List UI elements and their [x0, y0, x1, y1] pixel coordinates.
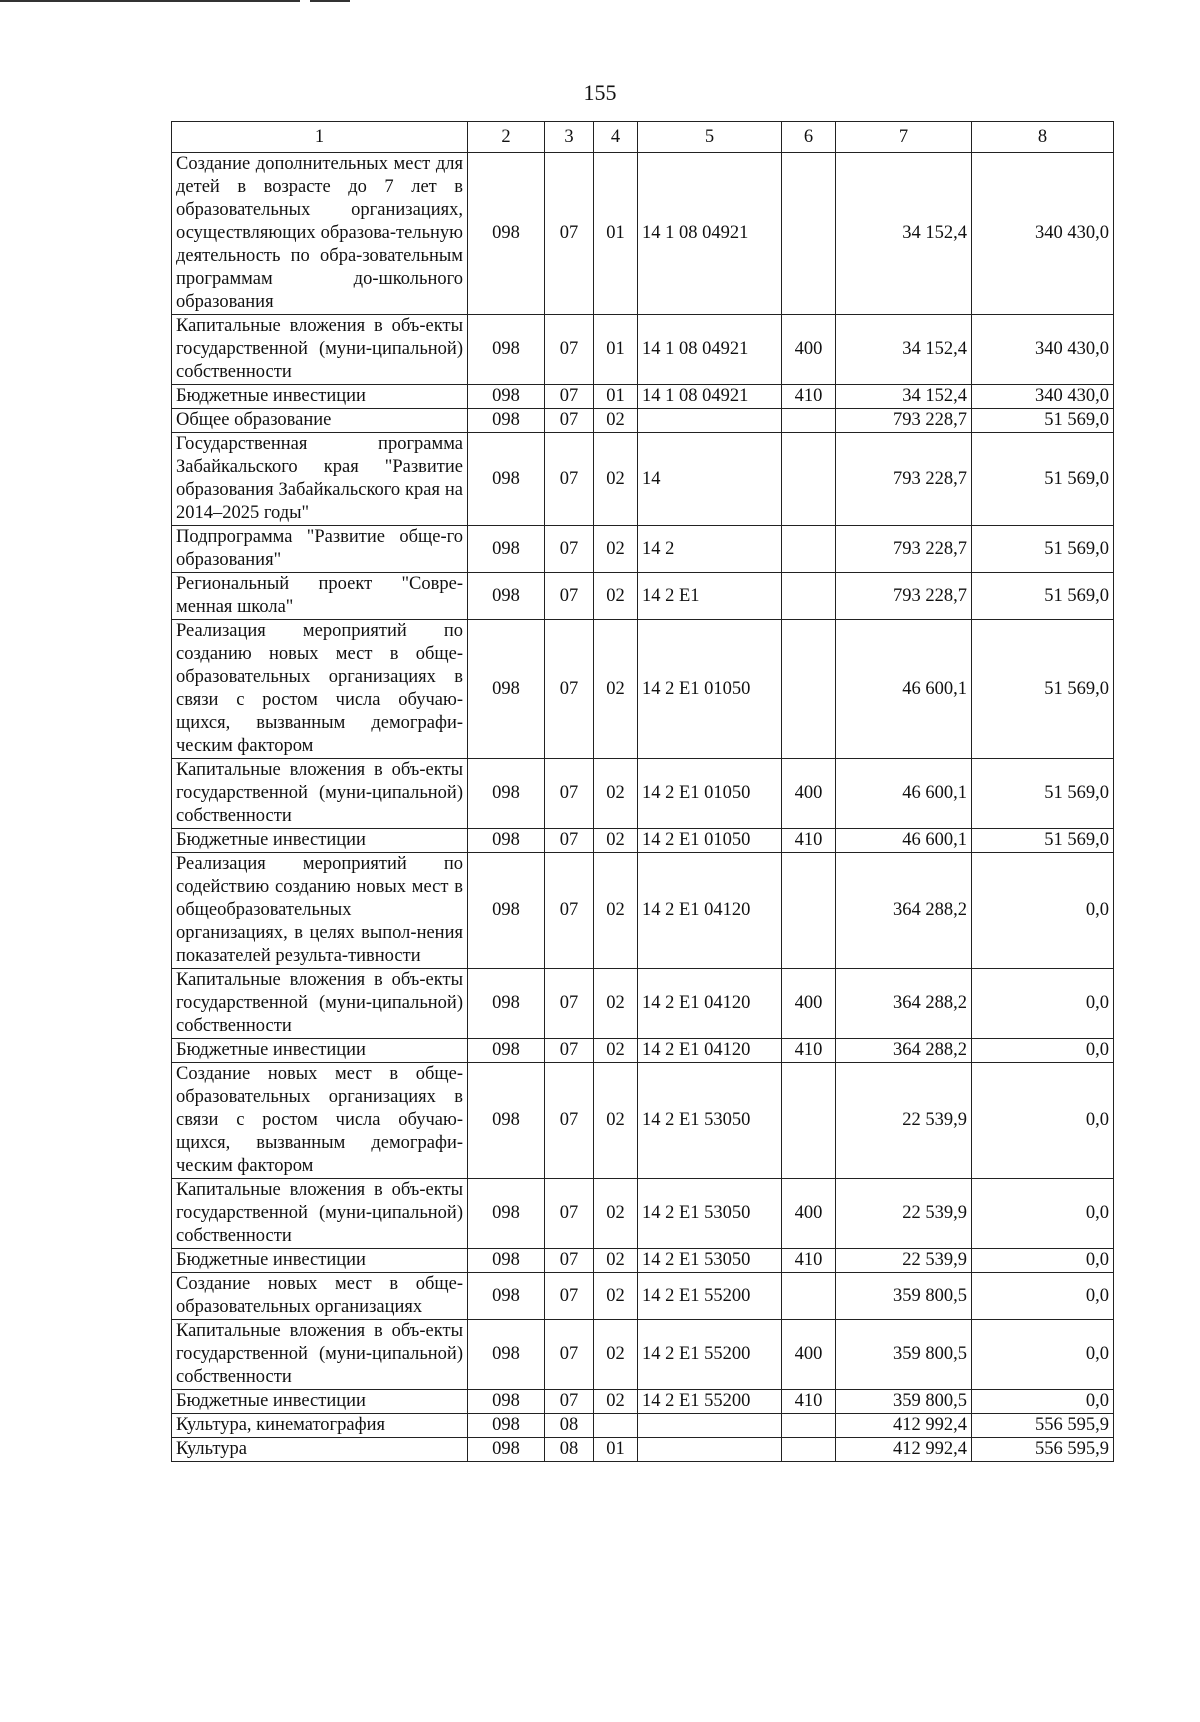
- ministry-code-cell: 098: [468, 385, 545, 409]
- target-article-cell: 14 2 E1 01050: [638, 759, 782, 829]
- row-name-cell: Создание новых мест в обще-образовательных организациях в связи с ростом числа обучаю-щихся, вызванным демографи-ческим фактором: [172, 1063, 468, 1179]
- column-header: 1: [172, 122, 468, 153]
- row-name-cell: Реализация мероприятий по содействию созданию новых мест в общеобразовательных организациях, в целях выпол-нения показателей результа-тивности: [172, 853, 468, 969]
- subsection-cell: [594, 1414, 638, 1438]
- amount-col7-cell: 22 539,9: [836, 1179, 972, 1249]
- column-header: 4: [594, 122, 638, 153]
- expense-type-cell: [782, 526, 836, 573]
- ministry-code-cell: 098: [468, 153, 545, 315]
- target-article-cell: 14 2: [638, 526, 782, 573]
- subsection-cell: 02: [594, 573, 638, 620]
- scan-edge-line-top: [0, 0, 300, 2]
- ministry-code-cell: 098: [468, 1179, 545, 1249]
- table-row: [172, 1063, 1114, 1179]
- target-article-cell: 14 2 E1 04120: [638, 1039, 782, 1063]
- ministry-code-cell: 098: [468, 573, 545, 620]
- expense-type-cell: 410: [782, 385, 836, 409]
- target-article-cell: 14 2 E1 53050: [638, 1179, 782, 1249]
- amount-col8-cell: 51 569,0: [972, 829, 1114, 853]
- subsection-cell: 02: [594, 526, 638, 573]
- ministry-code-cell: 098: [468, 1390, 545, 1414]
- amount-col7-cell: 34 152,4: [836, 315, 972, 385]
- subsection-cell: 02: [594, 1063, 638, 1179]
- expense-type-cell: 400: [782, 759, 836, 829]
- amount-col8-cell: 0,0: [972, 969, 1114, 1039]
- table-row: [172, 853, 1114, 969]
- amount-col7-cell: 359 800,5: [836, 1390, 972, 1414]
- table-row: [172, 315, 1114, 385]
- expense-type-cell: [782, 409, 836, 433]
- ministry-code-cell: 098: [468, 1414, 545, 1438]
- target-article-cell: 14 2 E1 01050: [638, 620, 782, 759]
- expense-type-cell: 400: [782, 969, 836, 1039]
- ministry-code-cell: 098: [468, 1438, 545, 1462]
- row-name-cell: Региональный проект "Совре-менная школа": [172, 573, 468, 620]
- ministry-code-cell: 098: [468, 1063, 545, 1179]
- amount-col7-cell: 46 600,1: [836, 620, 972, 759]
- target-article-cell: 14 1 08 04921: [638, 153, 782, 315]
- expense-type-cell: 410: [782, 829, 836, 853]
- subsection-cell: 02: [594, 409, 638, 433]
- target-article-cell: 14 2 E1 04120: [638, 969, 782, 1039]
- row-name-cell: Бюджетные инвестиции: [172, 1249, 468, 1273]
- row-name-cell: Бюджетные инвестиции: [172, 829, 468, 853]
- table-row: [172, 433, 1114, 526]
- table-row: [172, 1249, 1114, 1273]
- amount-col8-cell: 0,0: [972, 1273, 1114, 1320]
- row-name-cell: Капитальные вложения в объ-екты государственной (муни-ципальной) собственности: [172, 1320, 468, 1390]
- expense-type-cell: 400: [782, 315, 836, 385]
- amount-col7-cell: 359 800,5: [836, 1320, 972, 1390]
- section-cell: 07: [545, 1273, 594, 1320]
- expense-type-cell: 410: [782, 1249, 836, 1273]
- subsection-cell: 02: [594, 1179, 638, 1249]
- target-article-cell: [638, 1438, 782, 1462]
- section-cell: 07: [545, 1320, 594, 1390]
- row-name-cell: Создание новых мест в обще-образовательных организациях: [172, 1273, 468, 1320]
- subsection-cell: 02: [594, 969, 638, 1039]
- expense-type-cell: [782, 1273, 836, 1320]
- target-article-cell: 14: [638, 433, 782, 526]
- subsection-cell: 01: [594, 315, 638, 385]
- amount-col7-cell: 22 539,9: [836, 1249, 972, 1273]
- subsection-cell: 02: [594, 1390, 638, 1414]
- table-row: [172, 1414, 1114, 1438]
- amount-col7-cell: 359 800,5: [836, 1273, 972, 1320]
- target-article-cell: 14 1 08 04921: [638, 385, 782, 409]
- row-name-cell: Капитальные вложения в объ-екты государственной (муни-ципальной) собственности: [172, 315, 468, 385]
- amount-col7-cell: 364 288,2: [836, 1039, 972, 1063]
- ministry-code-cell: 098: [468, 759, 545, 829]
- row-name-cell: Общее образование: [172, 409, 468, 433]
- amount-col7-cell: 46 600,1: [836, 759, 972, 829]
- amount-col7-cell: 364 288,2: [836, 853, 972, 969]
- table-row: [172, 573, 1114, 620]
- row-name-cell: Культура: [172, 1438, 468, 1462]
- table-row: [172, 385, 1114, 409]
- amount-col7-cell: 412 992,4: [836, 1414, 972, 1438]
- section-cell: 07: [545, 433, 594, 526]
- ministry-code-cell: 098: [468, 1273, 545, 1320]
- subsection-cell: 02: [594, 433, 638, 526]
- section-cell: 08: [545, 1414, 594, 1438]
- amount-col8-cell: 556 595,9: [972, 1438, 1114, 1462]
- section-cell: 07: [545, 315, 594, 385]
- table-row: [172, 1039, 1114, 1063]
- expense-type-cell: 410: [782, 1039, 836, 1063]
- row-name-cell: Культура, кинематография: [172, 1414, 468, 1438]
- ministry-code-cell: 098: [468, 969, 545, 1039]
- amount-col8-cell: 0,0: [972, 1249, 1114, 1273]
- expense-type-cell: 400: [782, 1179, 836, 1249]
- expense-type-cell: 410: [782, 1390, 836, 1414]
- row-name-cell: Государственная программа Забайкальского края "Развитие образования Забайкальского края на 2014–2025 годы": [172, 433, 468, 526]
- target-article-cell: 14 1 08 04921: [638, 315, 782, 385]
- ministry-code-cell: 098: [468, 620, 545, 759]
- amount-col7-cell: 364 288,2: [836, 969, 972, 1039]
- amount-col7-cell: 34 152,4: [836, 153, 972, 315]
- amount-col8-cell: 0,0: [972, 1039, 1114, 1063]
- expense-type-cell: [782, 433, 836, 526]
- section-cell: 07: [545, 829, 594, 853]
- section-cell: 07: [545, 573, 594, 620]
- column-header: 2: [468, 122, 545, 153]
- table-row: [172, 1438, 1114, 1462]
- section-cell: 07: [545, 409, 594, 433]
- table-row: [172, 153, 1114, 315]
- amount-col8-cell: 51 569,0: [972, 433, 1114, 526]
- row-name-cell: Капитальные вложения в объ-екты государственной (муни-ципальной) собственности: [172, 1179, 468, 1249]
- amount-col8-cell: 0,0: [972, 1390, 1114, 1414]
- table-row: [172, 1390, 1114, 1414]
- row-name-cell: Реализация мероприятий по созданию новых мест в обще-образовательных организациях в связи с ростом числа обучаю-щихся, вызванным демографи-ческим фактором: [172, 620, 468, 759]
- section-cell: 07: [545, 1179, 594, 1249]
- subsection-cell: 01: [594, 1438, 638, 1462]
- amount-col8-cell: 51 569,0: [972, 409, 1114, 433]
- subsection-cell: 02: [594, 1273, 638, 1320]
- section-cell: 07: [545, 526, 594, 573]
- amount-col7-cell: 34 152,4: [836, 385, 972, 409]
- section-cell: 07: [545, 1390, 594, 1414]
- target-article-cell: 14 2 E1 53050: [638, 1063, 782, 1179]
- section-cell: 07: [545, 853, 594, 969]
- amount-col8-cell: 0,0: [972, 1063, 1114, 1179]
- section-cell: 08: [545, 1438, 594, 1462]
- subsection-cell: 02: [594, 829, 638, 853]
- row-name-cell: Бюджетные инвестиции: [172, 1039, 468, 1063]
- row-name-cell: Бюджетные инвестиции: [172, 385, 468, 409]
- amount-col7-cell: 793 228,7: [836, 409, 972, 433]
- subsection-cell: 02: [594, 1320, 638, 1390]
- column-header: 6: [782, 122, 836, 153]
- subsection-cell: 02: [594, 759, 638, 829]
- subsection-cell: 01: [594, 385, 638, 409]
- column-header: 7: [836, 122, 972, 153]
- table-row: [172, 1320, 1114, 1390]
- target-article-cell: 14 2 E1 01050: [638, 829, 782, 853]
- expense-type-cell: [782, 1414, 836, 1438]
- table-row: [172, 969, 1114, 1039]
- ministry-code-cell: 098: [468, 829, 545, 853]
- section-cell: 07: [545, 1249, 594, 1273]
- subsection-cell: 02: [594, 1039, 638, 1063]
- amount-col7-cell: 412 992,4: [836, 1438, 972, 1462]
- expense-type-cell: 400: [782, 1320, 836, 1390]
- amount-col7-cell: 22 539,9: [836, 1063, 972, 1179]
- scan-edge-line-top-short: [310, 0, 350, 2]
- column-header: 5: [638, 122, 782, 153]
- expense-type-cell: [782, 853, 836, 969]
- target-article-cell: 14 2 E1 55200: [638, 1320, 782, 1390]
- table-row: [172, 1179, 1114, 1249]
- target-article-cell: 14 2 E1: [638, 573, 782, 620]
- amount-col7-cell: 793 228,7: [836, 433, 972, 526]
- ministry-code-cell: 098: [468, 853, 545, 969]
- amount-col8-cell: 340 430,0: [972, 385, 1114, 409]
- subsection-cell: 01: [594, 153, 638, 315]
- expense-type-cell: [782, 1438, 836, 1462]
- ministry-code-cell: 098: [468, 526, 545, 573]
- amount-col8-cell: 51 569,0: [972, 759, 1114, 829]
- amount-col8-cell: 51 569,0: [972, 573, 1114, 620]
- target-article-cell: [638, 409, 782, 433]
- subsection-cell: 02: [594, 853, 638, 969]
- amount-col7-cell: 793 228,7: [836, 573, 972, 620]
- column-header: 8: [972, 122, 1114, 153]
- ministry-code-cell: 098: [468, 409, 545, 433]
- table-row: [172, 759, 1114, 829]
- budget-table: [171, 121, 1114, 1462]
- amount-col8-cell: 340 430,0: [972, 153, 1114, 315]
- expense-type-cell: [782, 1063, 836, 1179]
- table-row: [172, 1273, 1114, 1320]
- target-article-cell: [638, 1414, 782, 1438]
- amount-col7-cell: 793 228,7: [836, 526, 972, 573]
- amount-col8-cell: 51 569,0: [972, 620, 1114, 759]
- expense-type-cell: [782, 620, 836, 759]
- target-article-cell: 14 2 E1 04120: [638, 853, 782, 969]
- target-article-cell: 14 2 E1 55200: [638, 1390, 782, 1414]
- amount-col8-cell: 0,0: [972, 853, 1114, 969]
- table-row: [172, 526, 1114, 573]
- table-body: [172, 153, 1114, 1462]
- section-cell: 07: [545, 620, 594, 759]
- row-name-cell: Бюджетные инвестиции: [172, 1390, 468, 1414]
- ministry-code-cell: 098: [468, 1039, 545, 1063]
- section-cell: 07: [545, 385, 594, 409]
- amount-col8-cell: 51 569,0: [972, 526, 1114, 573]
- section-cell: 07: [545, 1039, 594, 1063]
- column-header: 3: [545, 122, 594, 153]
- row-name-cell: Создание дополнительных мест для детей в возрасте до 7 лет в образовательных организациях, осуществляющих образова-тельную деятельность по обра-зовательным программам до-школьного образования: [172, 153, 468, 315]
- table-header-row: [172, 122, 1114, 153]
- table-row: [172, 409, 1114, 433]
- expense-type-cell: [782, 573, 836, 620]
- subsection-cell: 02: [594, 1249, 638, 1273]
- amount-col8-cell: 556 595,9: [972, 1414, 1114, 1438]
- row-name-cell: Капитальные вложения в объ-екты государственной (муни-ципальной) собственности: [172, 759, 468, 829]
- page-number: 155: [583, 80, 617, 105]
- expense-type-cell: [782, 153, 836, 315]
- section-cell: 07: [545, 759, 594, 829]
- amount-col8-cell: 0,0: [972, 1179, 1114, 1249]
- ministry-code-cell: 098: [468, 315, 545, 385]
- table-row: [172, 829, 1114, 853]
- amount-col7-cell: 46 600,1: [836, 829, 972, 853]
- section-cell: 07: [545, 1063, 594, 1179]
- amount-col8-cell: 0,0: [972, 1320, 1114, 1390]
- ministry-code-cell: 098: [468, 1320, 545, 1390]
- table-row: [172, 620, 1114, 759]
- row-name-cell: Подпрограмма "Развитие обще-го образования": [172, 526, 468, 573]
- target-article-cell: 14 2 E1 53050: [638, 1249, 782, 1273]
- section-cell: 07: [545, 969, 594, 1039]
- amount-col8-cell: 340 430,0: [972, 315, 1114, 385]
- ministry-code-cell: 098: [468, 1249, 545, 1273]
- row-name-cell: Капитальные вложения в объ-екты государственной (муни-ципальной) собственности: [172, 969, 468, 1039]
- section-cell: 07: [545, 153, 594, 315]
- subsection-cell: 02: [594, 620, 638, 759]
- target-article-cell: 14 2 E1 55200: [638, 1273, 782, 1320]
- ministry-code-cell: 098: [468, 433, 545, 526]
